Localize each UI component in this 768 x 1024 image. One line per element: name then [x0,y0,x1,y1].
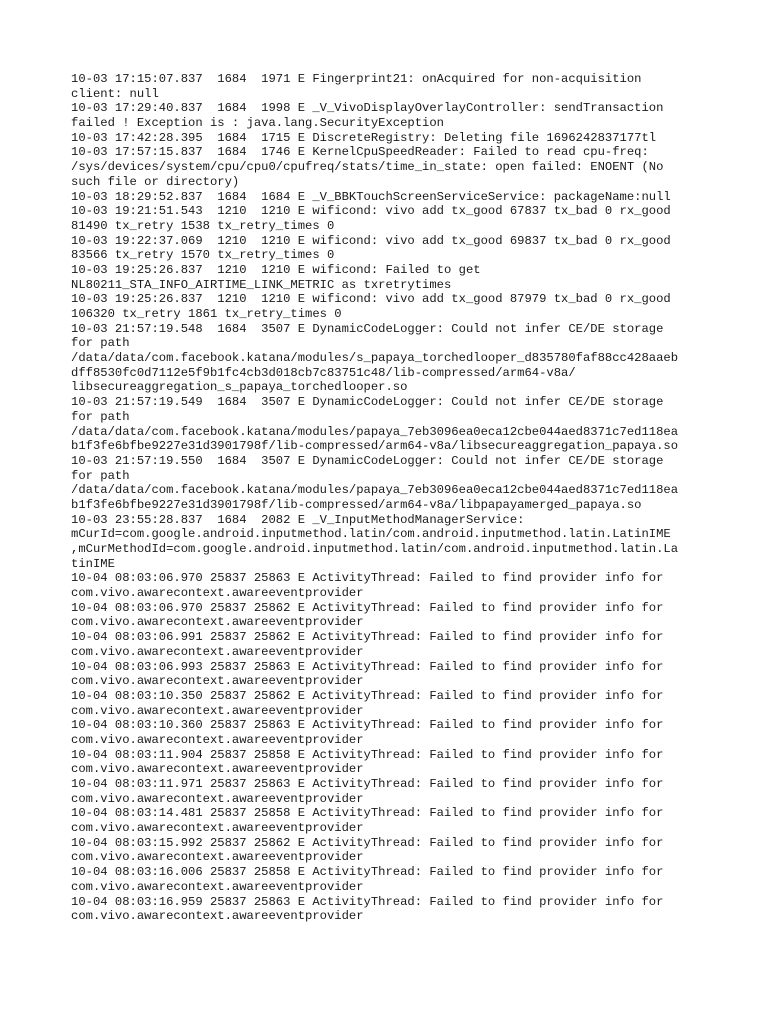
log-line: 81490 tx_retry 1538 tx_retry_times 0 [71,218,335,233]
log-line: 10-04 08:03:11.971 25837 25863 E ActivityThread: Failed to find provider info for [71,777,664,791]
log-line: com.vivo.awarecontext.awareeventprovider [71,586,364,601]
log-line: 10-03 21:57:19.549 1684 3507 E DynamicCodeLogger: Could not infer CE/DE storage [71,395,664,410]
log-line: 83566 tx_retry 1570 tx_retry_times 0 [71,248,335,263]
log-line: 10-04 08:03:06.991 25837 25862 E ActivityThread: Failed to find provider info for [71,630,664,645]
log-line: com.vivo.awarecontext.awareeventprovider [71,732,364,747]
log-line: com.vivo.awarecontext.awareeventprovider [71,879,364,894]
log-line: for path [71,468,130,483]
log-line: 10-03 19:25:26.837 1210 1210 E wificond: Failed to get [71,262,481,277]
log-line: 10-04 08:03:06.993 25837 25863 E ActivityThread: Failed to find provider info for [71,659,664,674]
log-line: tinIME [71,556,115,571]
log-line: com.vivo.awarecontext.awareeventprovider [71,821,364,836]
log-line: 106320 tx_retry 1861 tx_retry_times 0 [71,307,342,321]
log-line: com.vivo.awarecontext.awareeventprovider [71,909,364,924]
log-line: dff8530fc0d7112e5f9b1fc4cb3d018cb7c83751c48/lib-compressed/arm64-v8a/ [71,365,576,380]
log-line: com.vivo.awarecontext.awareeventprovider [71,644,364,659]
log-line: 10-03 21:57:19.550 1684 3507 E DynamicCodeLogger: Could not infer CE/DE storage [71,453,664,468]
log-line: 10-03 17:29:40.837 1684 1998 E _V_VivoDisplayOverlayController: sendTransaction [71,101,664,116]
log-line: /data/data/com.facebook.katana/modules/papaya_7eb3096ea0eca12cbe044aed8371c7ed118ea [71,424,679,439]
log-line: 10-03 21:57:19.548 1684 3507 E DynamicCodeLogger: Could not infer CE/DE storage [71,321,664,336]
log-line: 10-03 17:42:28.395 1684 1715 E DiscreteRegistry: Deleting file 1696242837177tl [71,130,657,145]
log-line: such file or directory) [71,174,240,189]
log-line: for path [71,336,130,351]
log-line: client: null [71,86,159,101]
log-line: 10-03 17:57:15.837 1684 1746 E KernelCpuSpeedReader: Failed to read cpu-freq: [71,145,649,160]
log-line: NL80211_STA_INFO_AIRTIME_LINK_METRIC as txretrytimes [71,277,452,292]
log-line: /sys/devices/system/cpu/cpu0/cpufreq/stats/time_in_state: open failed: ENOENT (No [71,160,664,175]
log-line: 10-03 19:22:37.069 1210 1210 E wificond: vivo add tx_good 69837 tx_bad 0 rx_good [71,233,671,248]
log-line: /data/data/com.facebook.katana/modules/papaya_7eb3096ea0eca12cbe044aed8371c7ed118ea [71,483,679,498]
log-line: /data/data/com.facebook.katana/modules/s_papaya_torchedlooper_d835780faf88cc428aaeb [71,351,679,366]
log-line: b1f3fe6bfbe9227e31d3901798f/lib-compressed/arm64-v8a/libsecureaggregation_papaya.so [71,439,679,454]
log-line: libsecureaggregation_s_papaya_torchedlooper.so [71,380,408,395]
log-line: 10-03 17:15:07.837 1684 1971 E Fingerprint21: onAcquired for non-acquisition [71,72,642,86]
log-line: com.vivo.awarecontext.awareeventprovider [71,703,364,718]
log-line: mCurId=com.google.android.inputmethod.latin/com.android.inputmethod.latin.LatinIME [71,527,671,542]
log-line: 10-03 19:21:51.543 1210 1210 E wificond: vivo add tx_good 67837 tx_bad 0 rx_good [71,204,671,219]
log-line: com.vivo.awarecontext.awareeventprovider [71,850,364,865]
log-line: failed ! Exception is : java.lang.SecurityException [71,116,444,131]
log-line: 10-04 08:03:15.992 25837 25862 E ActivityThread: Failed to find provider info for [71,835,664,850]
log-line: 10-03 18:29:52.837 1684 1684 E _V_BBKTouchScreenServiceService: packageName:null [71,189,671,204]
log-line: com.vivo.awarecontext.awareeventprovider [71,762,364,777]
log-line: 10-04 08:03:10.360 25837 25863 E ActivityThread: Failed to find provider info for [71,718,664,733]
log-line: 10-04 08:03:06.970 25837 25862 E ActivityThread: Failed to find provider info for [71,600,664,615]
log-text-block [71,72,711,924]
log-line: 10-03 23:55:28.837 1684 2082 E _V_InputMethodManagerService: [71,512,525,527]
log-line: 10-04 08:03:10.350 25837 25862 E ActivityThread: Failed to find provider info for [71,688,664,703]
log-line: com.vivo.awarecontext.awareeventprovider [71,615,364,630]
log-line: for path [71,409,130,424]
log-line: 10-04 08:03:16.959 25837 25863 E ActivityThread: Failed to find provider info for [71,894,664,909]
log-line: 10-04 08:03:11.904 25837 25858 E ActivityThread: Failed to find provider info for [71,747,664,762]
log-line: b1f3fe6bfbe9227e31d3901798f/lib-compressed/arm64-v8a/libpapayamerged_papaya.so [71,497,642,512]
log-line: com.vivo.awarecontext.awareeventprovider [71,791,364,806]
log-line: 10-03 19:25:26.837 1210 1210 E wificond: vivo add tx_good 87979 tx_bad 0 rx_good [71,292,671,307]
log-line: ,mCurMethodId=com.google.android.inputmethod.latin/com.android.inputmethod.latin.La [71,542,679,556]
log-line: 10-04 08:03:16.006 25837 25858 E ActivityThread: Failed to find provider info for [71,865,664,880]
log-line: 10-04 08:03:14.481 25837 25858 E ActivityThread: Failed to find provider info for [71,806,664,821]
log-line: com.vivo.awarecontext.awareeventprovider [71,674,364,689]
log-line: 10-04 08:03:06.970 25837 25863 E ActivityThread: Failed to find provider info for [71,571,664,586]
